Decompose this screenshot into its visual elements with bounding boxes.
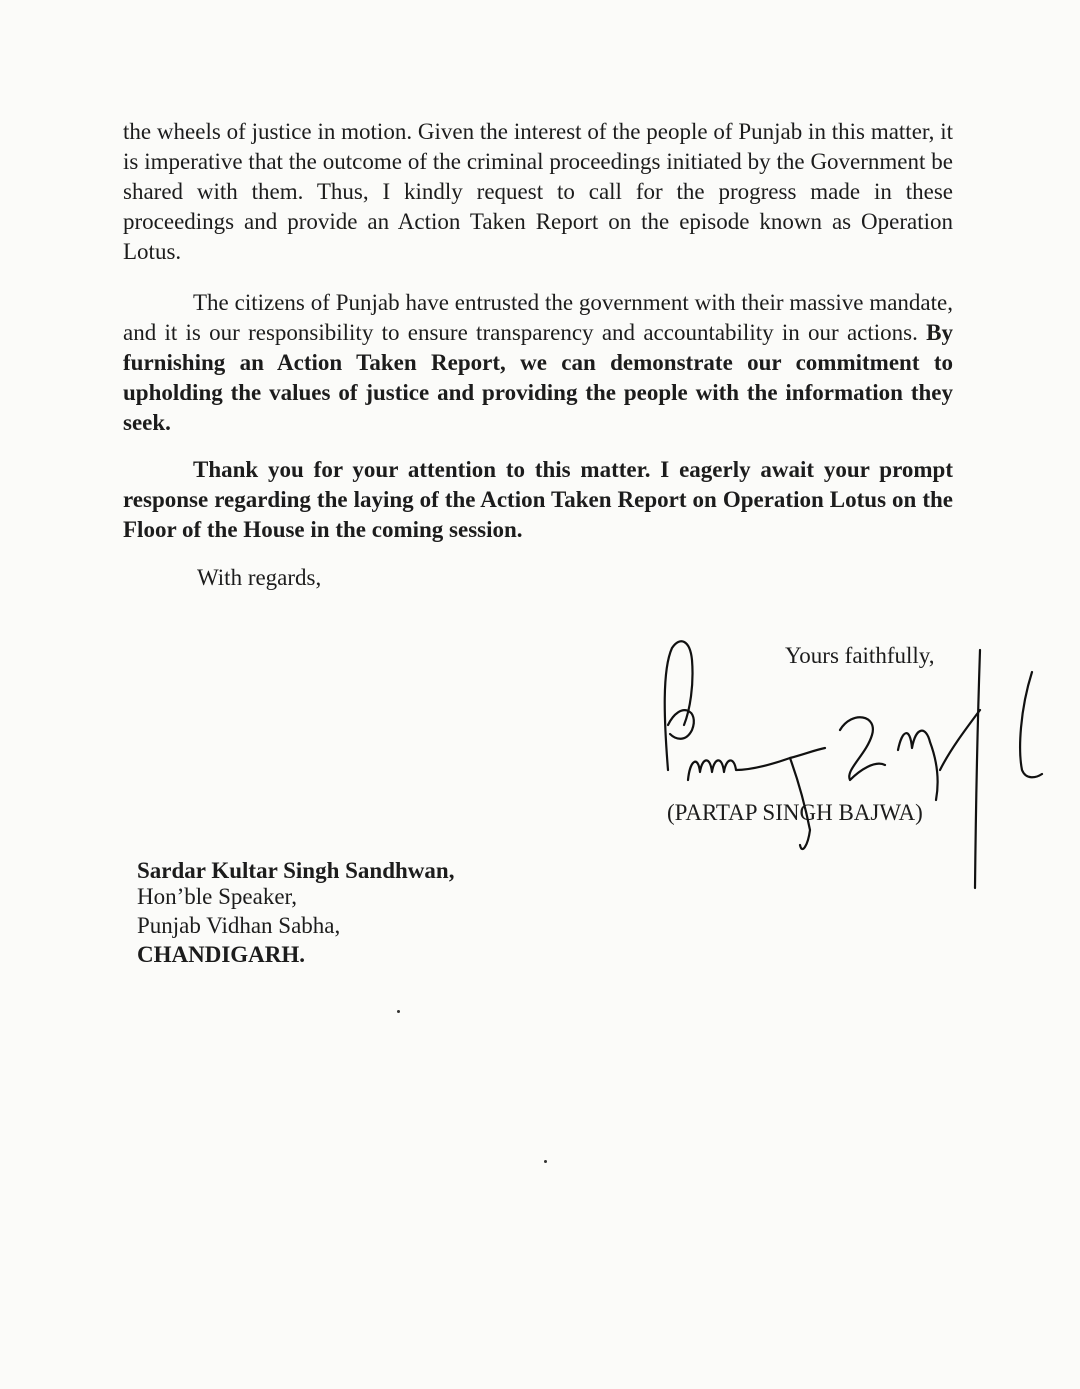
- body-paragraph-2: [123, 288, 953, 438]
- scan-speck: [397, 1010, 400, 1013]
- addressee-name: Sardar Kultar Singh Sandhwan,: [137, 858, 455, 883]
- signer-name: (PARTAP SINGH BAJWA): [667, 800, 923, 825]
- body-paragraph-1: the wheels of justice in motion. Given the interest of the people of Punjab in this matter, it is imperative that the outcome of the criminal proceedings initiated by the Government be shared with them. Thus, I kindly request to call for the progress made in these proceedings and provide an Action Taken Report on the episode known as Operation Lotus.: [123, 119, 953, 264]
- closing-line: Yours faithfully,: [785, 643, 935, 668]
- salutation: With regards,: [197, 565, 322, 590]
- paragraph-2-bold-text: By furnishing an Action Taken Report, we can demonstrate our commitment to upholding the values of justice and providing the people with the information they seek.: [123, 320, 953, 435]
- addressee-city: CHANDIGARH.: [137, 942, 306, 967]
- paragraph-2-regular-text: The citizens of Punjab have entrusted the government with their massive mandate, and it is our responsibility to ensure transparency and accountability in our actions.: [123, 290, 953, 345]
- handwritten-signature: [640, 630, 1060, 900]
- addressee-title: Hon’ble Speaker,: [137, 884, 298, 909]
- scan-speck: [544, 1160, 547, 1163]
- addressee-organization: Punjab Vidhan Sabha,: [137, 913, 341, 938]
- body-paragraph-3: Thank you for your attention to this matter. I eagerly await your prompt response regarding the laying of the Action Taken Report on Operation Lotus on the Floor of the House in the coming session.: [123, 457, 953, 542]
